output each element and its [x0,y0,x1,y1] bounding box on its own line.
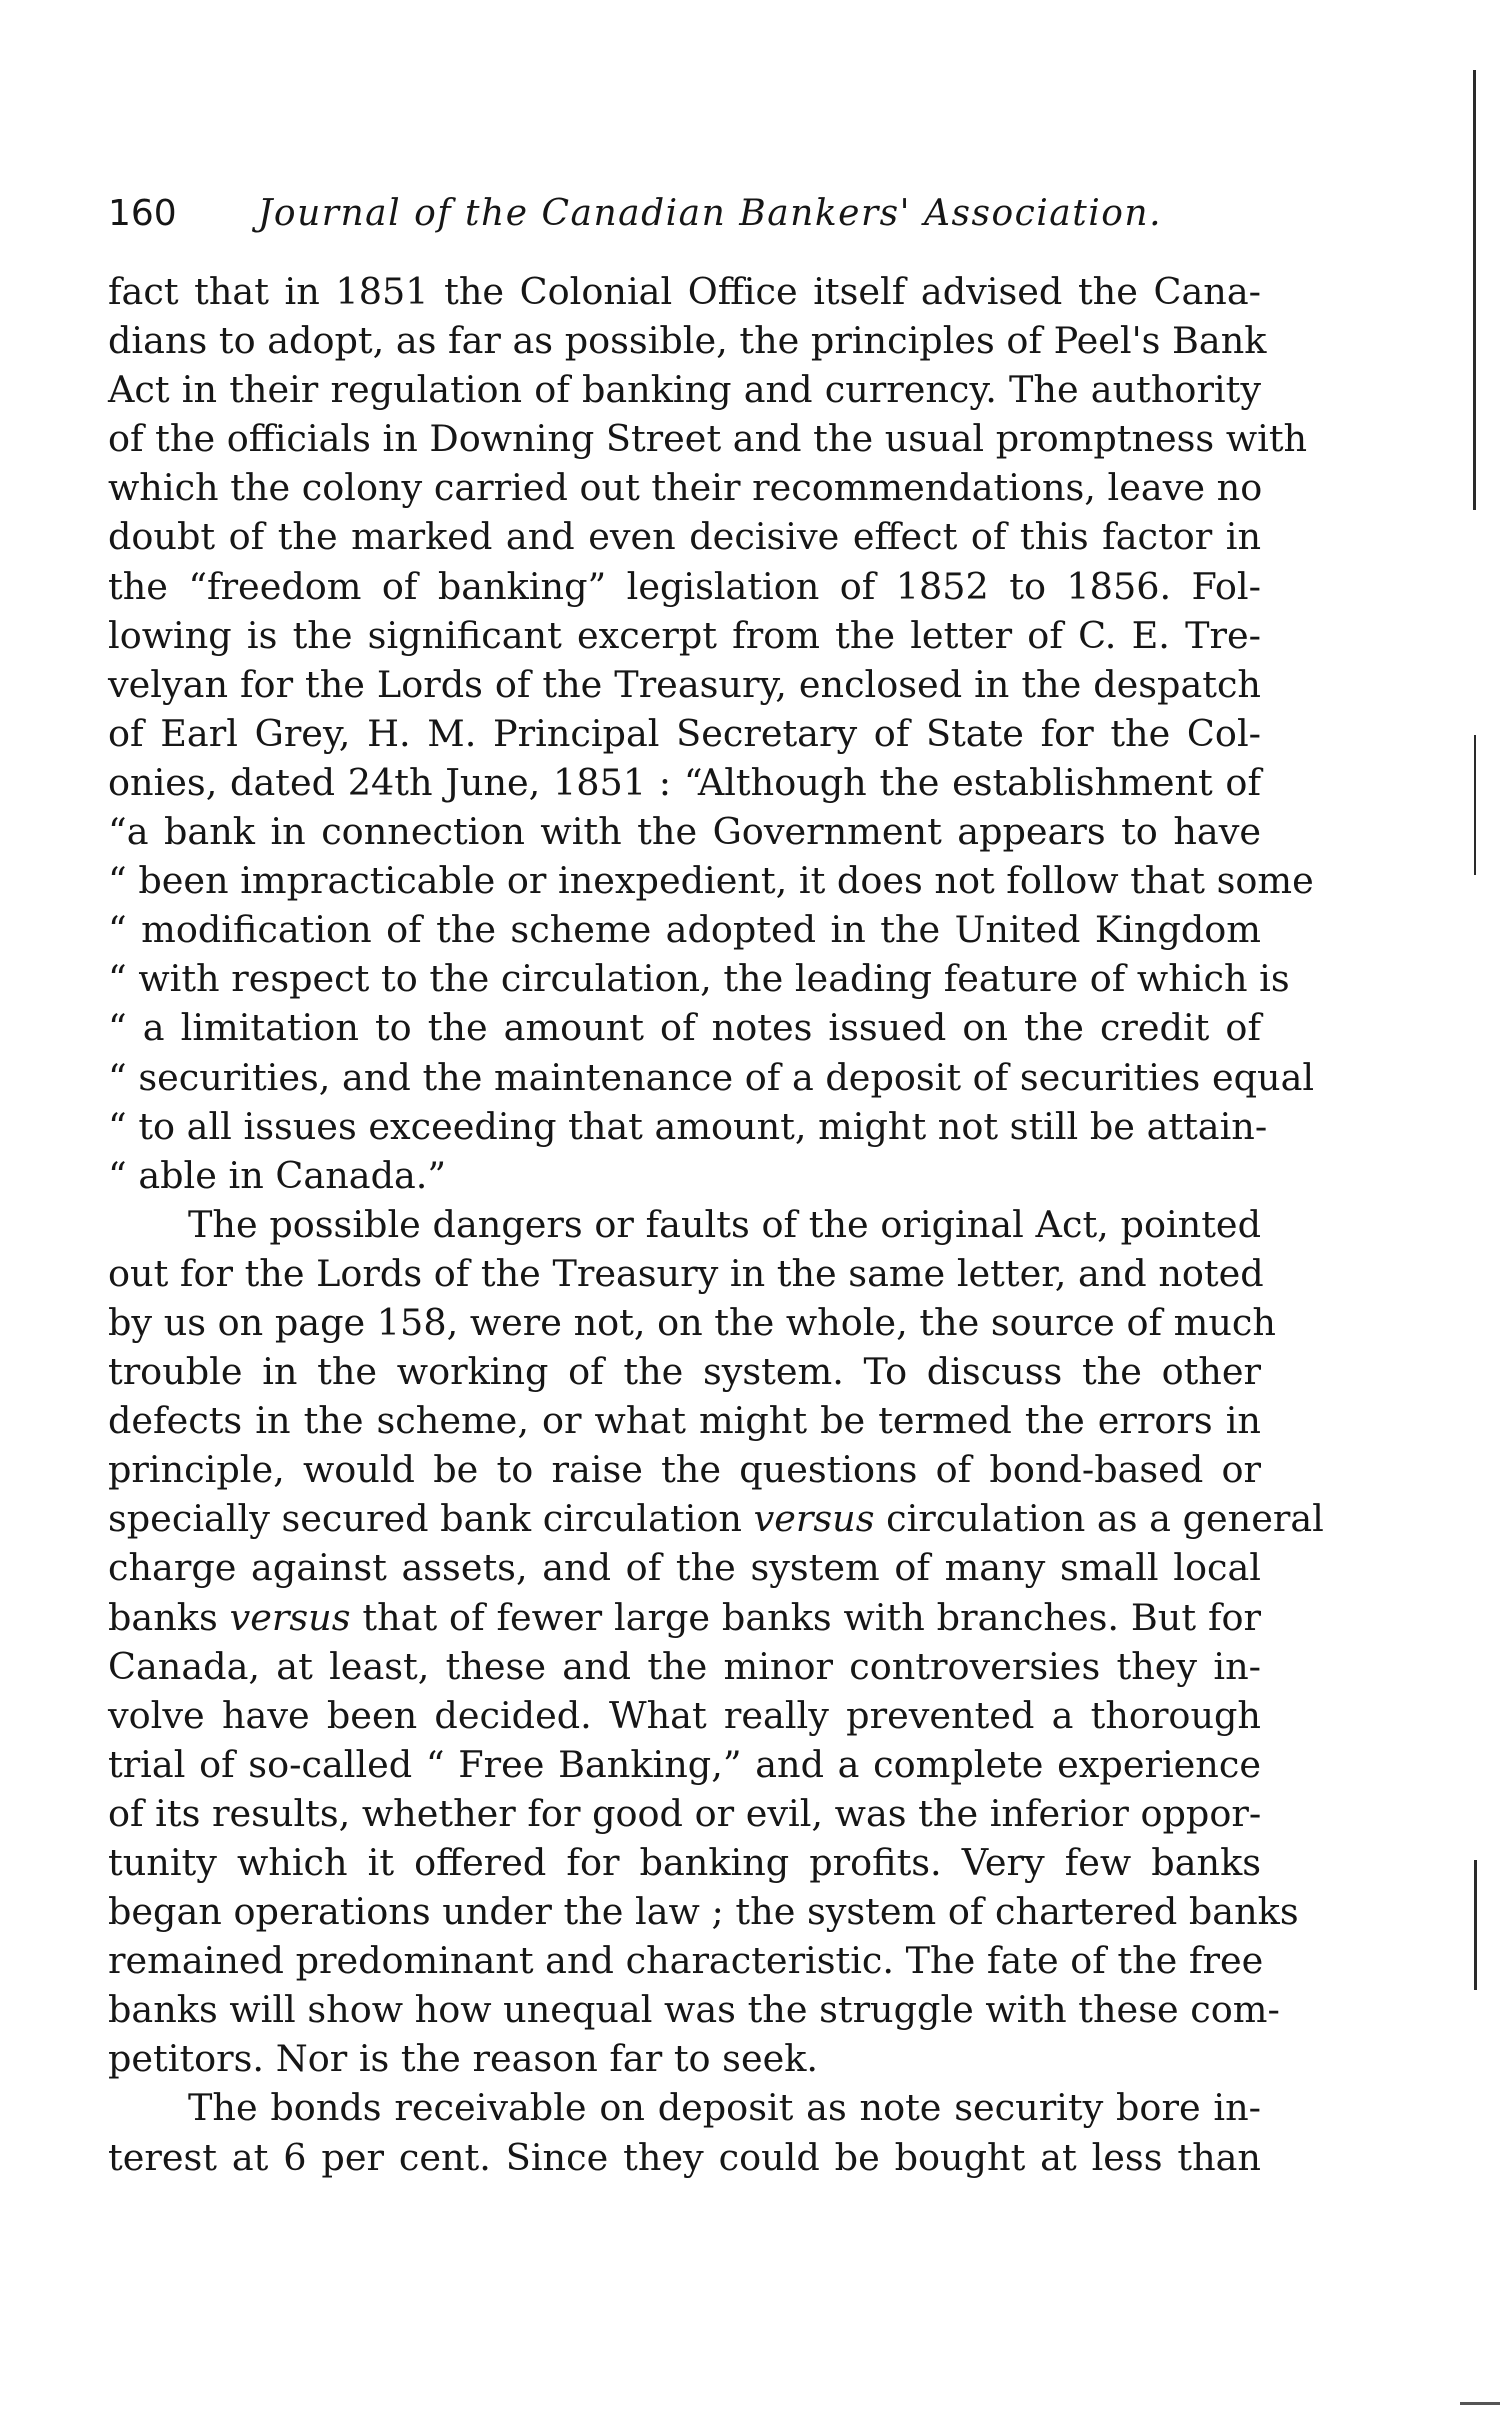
text-line: charge against assets, and of the system of many small local [108,1546,1261,1590]
text-fragment: circulation as a general [886,1497,1324,1541]
text-line: The possible dangers or faults of the original Act, pointed [188,1202,1261,1246]
text-line: began operations under the law ; the system of chartered banks [108,1890,1299,1934]
text-line: out for the Lords of the Treasury in the same letter, and noted [108,1251,1264,1295]
text-line: dians to adopt, as far as possible, the principles of Peel's Bank [108,319,1267,363]
scan-edge-mark [1474,735,1476,875]
text-line: doubt of the marked and even decisive effect of this factor in [108,515,1261,559]
italic-word: versus [753,1497,875,1541]
text-line: trouble in the working of the system. To discuss the other [108,1350,1261,1394]
text-line: the “freedom of banking” legislation of 1852 to 1856. Fol- [108,564,1261,608]
quote-line: “ modification of the scheme adopted in the United Kingdom [108,908,1261,952]
scan-edge-mark [1473,70,1476,510]
text-line: The bonds receivable on deposit as note security bore in- [188,2086,1261,2130]
text-line: fact that in 1851 the Colonial Office itself advised the Cana- [108,270,1261,313]
quote-line: “ securities, and the maintenance of a deposit of securities equal [108,1055,1315,1099]
quote-line: “ able in Canada.” [108,1153,447,1197]
scan-edge-mark [1460,2402,1500,2405]
text-line: which the colony carried out their recommendations, leave no [108,466,1263,510]
body-text [108,267,1324,2182]
scan-edge-mark [1474,1860,1477,1990]
text-fragment: banks [108,1595,218,1639]
paragraph [108,267,1315,1200]
text-line: of the officials in Downing Street and the usual promptness with [108,417,1308,461]
running-head: Journal of the Canadian Bankers' Association. [258,193,1163,234]
quote-line: “a bank in connection with the Government appears to have [108,810,1261,854]
text-line: Canada, at least, these and the minor controversies they in- [108,1644,1261,1688]
text-line: banks will show how unequal was the struggle with these com- [108,1988,1280,2032]
text-line: volve have been decided. What really prevented a thorough [108,1693,1261,1737]
quote-line: “ a limitation to the amount of notes issued on the credit of [108,1006,1261,1050]
text-line: principle, would be to raise the questions of bond-based or [108,1448,1261,1492]
text-line: tunity which it offered for banking profits. Very few banks [108,1841,1261,1884]
paragraph [108,1200,1324,2084]
text-line: remained predominant and characteristic. The fate of the free [108,1939,1264,1983]
text-line: terest at 6 per cent. Since they could be bought at less than [108,2135,1261,2179]
text-line: of its results, whether for good or evil, was the inferior oppor- [108,1791,1262,1835]
text-line: velyan for the Lords of the Treasury, enclosed in the despatch [108,662,1261,706]
text-line: onies, dated 24th June, 1851 : “Although the establishment of [108,760,1261,804]
page-number: 160 [108,193,177,234]
text-line: trial of so-called “ Free Banking,” and a complete experience [108,1742,1261,1786]
text-line [108,1494,1324,1543]
text-line: petitors. Nor is the reason far to seek. [108,2037,819,2081]
text-line: lowing is the significant excerpt from the letter of C. E. Tre- [108,613,1261,657]
text-line: Act in their regulation of banking and currency. The authority [108,368,1261,412]
quote-line: “ been impracticable or inexpedient, it does not follow that some [108,859,1314,903]
text-fragment: that of fewer large banks with branches. But for [362,1595,1261,1639]
text-line: of Earl Grey, H. M. Principal Secretary of State for the Col- [108,711,1261,755]
text-line: defects in the scheme, or what might be termed the errors in [108,1399,1261,1443]
text-line: by us on page 158, were not, on the whole, the source of much [108,1300,1276,1344]
quote-line: “ with respect to the circulation, the leading feature of which is [108,957,1290,1001]
italic-word: versus [229,1595,351,1639]
text-line [108,1593,1261,1642]
page-header [108,186,1268,242]
paragraph [108,2083,1261,2181]
text-fragment: specially secured bank circulation [108,1497,742,1541]
quote-line: “ to all issues exceeding that amount, might not still be attain- [108,1104,1268,1148]
